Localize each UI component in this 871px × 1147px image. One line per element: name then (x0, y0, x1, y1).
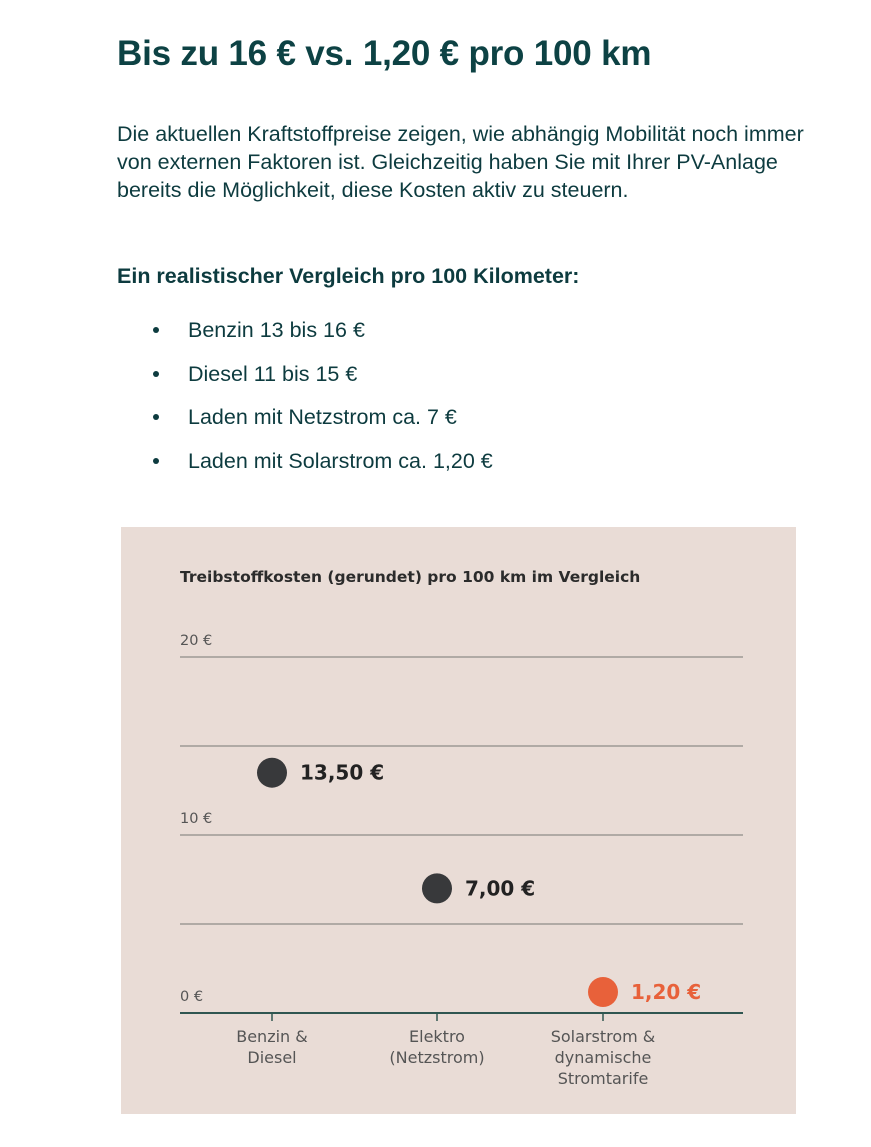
list-item (117, 447, 493, 491)
bullet-icon (153, 371, 159, 377)
bullet-icon (153, 414, 159, 420)
comparison-subheading: Ein realistischer Vergleich pro 100 Kilometer: (117, 264, 580, 288)
x-tick-label: Benzin & (236, 1027, 308, 1046)
fuel-cost-chart (121, 527, 796, 1114)
bullet-icon (153, 327, 159, 333)
list-item (117, 316, 493, 360)
list-item-text: Laden mit Solarstrom ca. 1,20 € (188, 448, 493, 473)
intro-paragraph: Die aktuellen Kraftstoffpreise zeigen, wie abhängig Mobilität noch immer von externen Faktoren ist. Gleichzeitig haben Sie mit Ihrer PV-Anlage bereits die Möglichkeit, diese Kosten aktiv zu steuern. (117, 122, 804, 202)
data-point (422, 873, 452, 903)
chart-title: Treibstoffkosten (gerundet) pro 100 km im Vergleich (180, 568, 641, 586)
page-title: Bis zu 16 € vs. 1,20 € pro 100 km (117, 34, 652, 73)
x-tick-label: (Netzstrom) (389, 1048, 485, 1067)
data-label: 13,50 € (300, 760, 385, 785)
bullet-icon (153, 458, 159, 464)
y-tick-label: 20 € (180, 633, 213, 649)
data-label: 1,20 € (631, 980, 702, 1004)
x-tick-label: Solarstrom & (550, 1027, 656, 1046)
data-point (257, 758, 287, 788)
data-point (588, 977, 618, 1007)
list-item-text: Laden mit Netzstrom ca. 7 € (188, 405, 457, 429)
x-tick-label: dynamische (554, 1048, 652, 1067)
x-tick-label: Diesel (247, 1048, 297, 1067)
x-tick-label: Elektro (409, 1027, 465, 1046)
list-item-text: Benzin 13 bis 16 € (188, 318, 365, 342)
data-label: 7,00 € (465, 876, 536, 901)
chart-canvas (121, 527, 796, 1114)
list-item (117, 360, 493, 404)
y-tick-label: 10 € (180, 811, 213, 827)
cost-comparison-list (117, 316, 493, 490)
list-item-text: Diesel 11 bis 15 € (188, 361, 358, 386)
list-item (117, 403, 493, 447)
x-tick-label: Stromtarife (557, 1069, 649, 1088)
y-tick-label: 0 € (180, 989, 204, 1005)
